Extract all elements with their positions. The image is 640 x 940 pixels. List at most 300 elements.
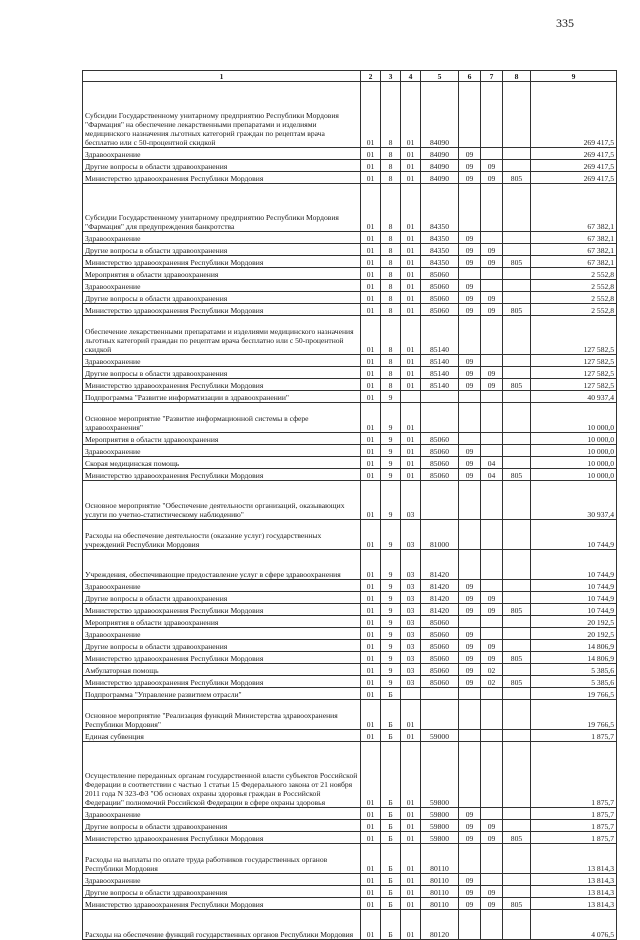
header-cell-3: 3 (381, 71, 401, 82)
row-code-cell: 09 (481, 604, 503, 616)
row-code-cell: 01 (361, 910, 381, 940)
row-name-cell: Здравоохранение (83, 148, 361, 160)
row-code-cell: 80110 (421, 844, 459, 874)
row-code-cell (503, 367, 531, 379)
row-code-cell: 59800 (421, 742, 459, 808)
row-code-cell: 01 (361, 355, 381, 367)
row-code-cell: 81000 (421, 520, 459, 550)
row-code-cell: 01 (401, 184, 421, 232)
page-number: 335 (556, 16, 574, 30)
row-code-cell: 01 (401, 700, 421, 730)
row-code-cell: 09 (481, 832, 503, 844)
row-code-cell: 01 (401, 886, 421, 898)
row-code-cell: 80110 (421, 874, 459, 886)
row-code-cell: 09 (481, 304, 503, 316)
row-code-cell: 01 (361, 232, 381, 244)
row-code-cell: 805 (503, 898, 531, 910)
row-amount-cell: 67 382,1 (531, 232, 617, 244)
row-code-cell: 09 (459, 160, 481, 172)
row-name-cell: Расходы на обеспечение функций государственных органов Республики Мордовия (83, 910, 361, 940)
row-name-cell: Подпрограмма "Развитие информатизации в здравоохранении" (83, 391, 361, 403)
row-code-cell: 09 (481, 160, 503, 172)
table-row (83, 688, 617, 700)
row-name-cell: Подпрограмма "Управление развитием отрасли" (83, 688, 361, 700)
row-code-cell: 9 (381, 457, 401, 469)
table-row (83, 628, 617, 640)
table-row (83, 316, 617, 355)
row-code-cell: 01 (361, 580, 381, 592)
row-amount-cell: 67 382,1 (531, 256, 617, 268)
row-code-cell: 09 (481, 886, 503, 898)
row-code-cell: 85060 (421, 664, 459, 676)
row-amount-cell: 10 744,9 (531, 520, 617, 550)
row-code-cell: 09 (459, 832, 481, 844)
row-code-cell: 01 (401, 730, 421, 742)
row-code-cell: 85060 (421, 433, 459, 445)
row-code-cell: 84090 (421, 82, 459, 148)
row-code-cell: 81420 (421, 592, 459, 604)
row-name-cell: Другие вопросы в области здравоохранения (83, 886, 361, 898)
row-code-cell: 04 (481, 469, 503, 481)
row-code-cell: 03 (401, 520, 421, 550)
row-amount-cell: 40 937,4 (531, 391, 617, 403)
row-code-cell: 09 (459, 367, 481, 379)
row-code-cell: 01 (401, 232, 421, 244)
row-code-cell: 9 (381, 616, 401, 628)
header-cell-7: 7 (481, 71, 503, 82)
row-code-cell: 80110 (421, 886, 459, 898)
row-name-cell: Министерство здравоохранения Республики Мордовия (83, 898, 361, 910)
row-code-cell (481, 520, 503, 550)
table-row (83, 172, 617, 184)
row-name-cell: Субсидии Государственному унитарному предприятию Республики Мордовия "Фармация" на обеспечение лекарственными препаратами и изделиями медицинского назначения льготных категорий граждан по рецептам врача бесплатно или с 50-процентной скидкой (83, 82, 361, 148)
row-amount-cell: 1 875,7 (531, 808, 617, 820)
row-name-cell: Здравоохранение (83, 232, 361, 244)
row-code-cell: 01 (401, 292, 421, 304)
row-code-cell: 03 (401, 580, 421, 592)
row-amount-cell: 1 875,7 (531, 742, 617, 808)
row-code-cell (503, 280, 531, 292)
row-code-cell: 9 (381, 403, 401, 433)
table-row (83, 367, 617, 379)
row-code-cell: 01 (361, 700, 381, 730)
row-code-cell: 805 (503, 652, 531, 664)
row-code-cell: 85060 (421, 304, 459, 316)
row-code-cell: 85060 (421, 628, 459, 640)
row-amount-cell: 1 875,7 (531, 820, 617, 832)
row-name-cell: Другие вопросы в области здравоохранения (83, 592, 361, 604)
row-code-cell: 85060 (421, 292, 459, 304)
budget-table (82, 70, 617, 940)
table-row (83, 379, 617, 391)
row-code-cell (481, 580, 503, 592)
row-name-cell: Другие вопросы в области здравоохранения (83, 244, 361, 256)
row-code-cell: 85140 (421, 355, 459, 367)
row-name-cell: Обеспечение лекарственными препаратами и изделиями медицинского назначения льготных категорий граждан по рецептам врача бесплатно или с 50-процентной скидкой (83, 316, 361, 355)
row-code-cell: 01 (361, 640, 381, 652)
row-code-cell: 9 (381, 469, 401, 481)
row-name-cell: Осуществление переданных органам государственной власти субъектов Российской Федерации в соответствии с частью 1 статьи 15 Федерального закона от 21 ноября 2011 года N 323-ФЗ "Об основах охраны здоровья граждан в Российской Федерации" полномочий Российской Федерации в сфере охраны здоровья (83, 742, 361, 808)
table-row (83, 184, 617, 232)
row-code-cell: 8 (381, 160, 401, 172)
row-code-cell: 01 (361, 367, 381, 379)
row-code-cell: 09 (481, 898, 503, 910)
row-code-cell: 03 (401, 616, 421, 628)
row-code-cell: 8 (381, 379, 401, 391)
row-code-cell (503, 874, 531, 886)
row-code-cell: 01 (361, 604, 381, 616)
row-code-cell: 03 (401, 676, 421, 688)
row-name-cell: Министерство здравоохранения Республики Мордовия (83, 469, 361, 481)
row-code-cell (503, 700, 531, 730)
row-code-cell: 09 (481, 256, 503, 268)
row-code-cell: 9 (381, 664, 401, 676)
row-code-cell: 09 (459, 280, 481, 292)
row-amount-cell: 67 382,1 (531, 244, 617, 256)
row-code-cell: 85060 (421, 652, 459, 664)
row-code-cell: 09 (459, 256, 481, 268)
table-row (83, 742, 617, 808)
row-code-cell: 01 (361, 256, 381, 268)
row-amount-cell: 269 417,5 (531, 172, 617, 184)
row-code-cell: 01 (361, 445, 381, 457)
row-code-cell: 09 (459, 232, 481, 244)
row-code-cell: Б (381, 874, 401, 886)
row-code-cell: 805 (503, 676, 531, 688)
row-code-cell: 09 (481, 640, 503, 652)
row-code-cell (503, 403, 531, 433)
row-code-cell: 09 (459, 886, 481, 898)
row-amount-cell: 30 937,4 (531, 481, 617, 520)
row-code-cell: 01 (361, 676, 381, 688)
row-code-cell: 01 (361, 820, 381, 832)
row-code-cell: 09 (459, 172, 481, 184)
table-row (83, 433, 617, 445)
row-code-cell: 03 (401, 550, 421, 580)
row-code-cell: 84090 (421, 160, 459, 172)
row-code-cell: 59800 (421, 808, 459, 820)
row-code-cell: 01 (361, 874, 381, 886)
row-code-cell: 85140 (421, 367, 459, 379)
row-amount-cell: 10 744,9 (531, 592, 617, 604)
row-code-cell (503, 550, 531, 580)
table-row (83, 844, 617, 874)
table-row (83, 304, 617, 316)
row-code-cell: 09 (459, 628, 481, 640)
row-amount-cell: 13 814,3 (531, 844, 617, 874)
row-amount-cell: 20 192,5 (531, 616, 617, 628)
row-name-cell: Скорая медицинская помощь (83, 457, 361, 469)
table-row (83, 730, 617, 742)
row-code-cell (503, 616, 531, 628)
table-row (83, 592, 617, 604)
row-code-cell: Б (381, 730, 401, 742)
table-row (83, 520, 617, 550)
row-code-cell: 09 (459, 898, 481, 910)
row-code-cell (503, 820, 531, 832)
row-name-cell: Министерство здравоохранения Республики Мордовия (83, 172, 361, 184)
table-row (83, 355, 617, 367)
row-amount-cell: 10 000,0 (531, 457, 617, 469)
row-name-cell: Министерство здравоохранения Республики Мордовия (83, 379, 361, 391)
row-code-cell: 85060 (421, 445, 459, 457)
row-code-cell: 01 (361, 292, 381, 304)
row-amount-cell: 13 814,3 (531, 874, 617, 886)
row-code-cell: 85060 (421, 457, 459, 469)
row-code-cell: 09 (481, 292, 503, 304)
row-code-cell: 01 (401, 160, 421, 172)
row-code-cell: 8 (381, 232, 401, 244)
row-code-cell: 01 (361, 316, 381, 355)
row-code-cell: Б (381, 844, 401, 874)
table-row (83, 640, 617, 652)
row-code-cell: 09 (459, 292, 481, 304)
row-amount-cell: 269 417,5 (531, 82, 617, 148)
row-code-cell: 01 (401, 910, 421, 940)
row-amount-cell: 10 000,0 (531, 433, 617, 445)
row-code-cell: 09 (459, 820, 481, 832)
row-code-cell: 85060 (421, 268, 459, 280)
row-code-cell: 84090 (421, 172, 459, 184)
row-code-cell: 03 (401, 664, 421, 676)
row-code-cell (459, 268, 481, 280)
row-name-cell: Расходы на обеспечение деятельности (оказание услуг) государственных учреждений Республики Мордовия (83, 520, 361, 550)
row-code-cell: 01 (361, 391, 381, 403)
row-code-cell: 85060 (421, 676, 459, 688)
row-code-cell: 01 (361, 172, 381, 184)
row-code-cell: 01 (401, 316, 421, 355)
row-code-cell: 09 (459, 304, 481, 316)
row-code-cell (481, 82, 503, 148)
row-code-cell: 09 (481, 244, 503, 256)
row-name-cell: Основное мероприятие "Обеспечение деятельности организаций, оказывающих услуги по учетно-статистическому наблюдению" (83, 481, 361, 520)
row-code-cell: 9 (381, 604, 401, 616)
row-name-cell: Здравоохранение (83, 355, 361, 367)
row-code-cell: 01 (361, 832, 381, 844)
row-name-cell: Мероприятия в области здравоохранения (83, 433, 361, 445)
row-code-cell: 03 (401, 604, 421, 616)
row-code-cell: 8 (381, 292, 401, 304)
row-name-cell: Другие вопросы в области здравоохранения (83, 292, 361, 304)
row-name-cell: Амбулаторная помощь (83, 664, 361, 676)
row-code-cell: 04 (481, 457, 503, 469)
row-code-cell: 01 (401, 820, 421, 832)
row-name-cell: Министерство здравоохранения Республики Мордовия (83, 304, 361, 316)
table-row (83, 256, 617, 268)
row-code-cell: 01 (361, 457, 381, 469)
table-row (83, 604, 617, 616)
row-amount-cell: 14 806,9 (531, 640, 617, 652)
row-code-cell (481, 148, 503, 160)
table-row (83, 160, 617, 172)
row-amount-cell: 14 806,9 (531, 652, 617, 664)
table-row (83, 874, 617, 886)
row-code-cell: 01 (401, 808, 421, 820)
row-code-cell: 01 (401, 844, 421, 874)
row-code-cell: 8 (381, 148, 401, 160)
row-code-cell (459, 742, 481, 808)
row-code-cell (459, 481, 481, 520)
row-code-cell: 01 (361, 433, 381, 445)
row-code-cell: 01 (401, 280, 421, 292)
row-code-cell: 01 (401, 379, 421, 391)
row-amount-cell: 127 582,5 (531, 355, 617, 367)
row-code-cell: 01 (361, 304, 381, 316)
row-code-cell (503, 445, 531, 457)
row-code-cell: 01 (401, 355, 421, 367)
row-code-cell: 01 (401, 403, 421, 433)
row-code-cell (503, 730, 531, 742)
row-amount-cell: 127 582,5 (531, 367, 617, 379)
row-name-cell: Единая субвенция (83, 730, 361, 742)
row-code-cell: 01 (401, 148, 421, 160)
row-code-cell: Б (381, 700, 401, 730)
table-row (83, 232, 617, 244)
row-code-cell: 01 (361, 550, 381, 580)
row-code-cell: Б (381, 910, 401, 940)
row-code-cell: 80110 (421, 898, 459, 910)
row-code-cell: 805 (503, 604, 531, 616)
row-name-cell: Другие вопросы в области здравоохранения (83, 160, 361, 172)
row-code-cell: Б (381, 820, 401, 832)
row-code-cell: 01 (401, 469, 421, 481)
row-name-cell: Здравоохранение (83, 445, 361, 457)
row-amount-cell: 10 000,0 (531, 403, 617, 433)
row-code-cell: 01 (401, 457, 421, 469)
row-code-cell (459, 184, 481, 232)
row-name-cell: Другие вопросы в области здравоохранения (83, 367, 361, 379)
row-code-cell: 01 (361, 82, 381, 148)
row-code-cell (503, 886, 531, 898)
row-code-cell: 8 (381, 256, 401, 268)
row-code-cell (481, 910, 503, 940)
row-code-cell (401, 688, 421, 700)
header-cell-4: 4 (401, 71, 421, 82)
row-code-cell: 84090 (421, 148, 459, 160)
row-code-cell: 09 (481, 172, 503, 184)
row-code-cell: 8 (381, 280, 401, 292)
row-amount-cell: 2 552,8 (531, 292, 617, 304)
row-code-cell: 01 (401, 244, 421, 256)
row-code-cell: 01 (401, 433, 421, 445)
row-code-cell (503, 148, 531, 160)
row-name-cell: Основное мероприятие "Развитие информационной системы в сфере здравоохранения" (83, 403, 361, 433)
table-row (83, 832, 617, 844)
row-name-cell: Расходы на выплаты по оплате труда работников государственных органов Республики Мордовия (83, 844, 361, 874)
row-code-cell: Б (381, 808, 401, 820)
row-code-cell: 59800 (421, 832, 459, 844)
row-code-cell (421, 403, 459, 433)
row-code-cell: 01 (361, 481, 381, 520)
row-code-cell: 9 (381, 652, 401, 664)
row-code-cell: 81420 (421, 604, 459, 616)
row-code-cell (503, 664, 531, 676)
header-cell-1: 1 (83, 71, 361, 82)
table-row (83, 457, 617, 469)
row-code-cell: 02 (481, 676, 503, 688)
row-code-cell: 09 (459, 604, 481, 616)
row-code-cell: 09 (459, 379, 481, 391)
row-code-cell (481, 433, 503, 445)
row-code-cell: 01 (361, 886, 381, 898)
row-amount-cell: 2 552,8 (531, 268, 617, 280)
row-code-cell: 805 (503, 469, 531, 481)
row-code-cell (503, 580, 531, 592)
row-code-cell: 09 (481, 820, 503, 832)
row-code-cell (503, 391, 531, 403)
row-code-cell: 01 (401, 832, 421, 844)
row-code-cell: 09 (459, 148, 481, 160)
header-cell-9: 9 (531, 71, 617, 82)
row-name-cell: Здравоохранение (83, 580, 361, 592)
table-row (83, 268, 617, 280)
row-code-cell: 9 (381, 640, 401, 652)
table-row (83, 652, 617, 664)
row-name-cell: Министерство здравоохранения Республики Мордовия (83, 832, 361, 844)
row-code-cell (481, 628, 503, 640)
row-name-cell: Другие вопросы в области здравоохранения (83, 820, 361, 832)
row-code-cell: 09 (459, 874, 481, 886)
row-code-cell (459, 520, 481, 550)
row-code-cell (401, 391, 421, 403)
row-amount-cell: 19 766,5 (531, 700, 617, 730)
table-row (83, 82, 617, 148)
row-code-cell (503, 184, 531, 232)
table-row (83, 886, 617, 898)
row-amount-cell: 5 385,6 (531, 664, 617, 676)
row-code-cell: 09 (459, 457, 481, 469)
row-code-cell: 8 (381, 355, 401, 367)
row-code-cell: 01 (401, 304, 421, 316)
row-code-cell (481, 688, 503, 700)
row-amount-cell: 20 192,5 (531, 628, 617, 640)
row-code-cell: 01 (361, 592, 381, 604)
row-code-cell: 59000 (421, 730, 459, 742)
row-code-cell: 81420 (421, 580, 459, 592)
row-code-cell (503, 244, 531, 256)
row-code-cell (503, 808, 531, 820)
row-code-cell: 01 (401, 367, 421, 379)
row-amount-cell: 1 875,7 (531, 730, 617, 742)
row-code-cell: 01 (361, 244, 381, 256)
row-code-cell: 01 (361, 379, 381, 391)
row-code-cell (481, 808, 503, 820)
row-code-cell: 84350 (421, 184, 459, 232)
row-name-cell: Мероприятия в области здравоохранения (83, 268, 361, 280)
row-code-cell (503, 688, 531, 700)
row-code-cell (481, 874, 503, 886)
row-code-cell: 09 (459, 808, 481, 820)
row-code-cell: 01 (361, 616, 381, 628)
row-code-cell: 9 (381, 550, 401, 580)
table-row (83, 445, 617, 457)
row-code-cell (421, 700, 459, 730)
table-row (83, 616, 617, 628)
row-amount-cell: 5 385,6 (531, 676, 617, 688)
row-code-cell: 805 (503, 172, 531, 184)
header-cell-5: 5 (421, 71, 459, 82)
row-code-cell: 805 (503, 832, 531, 844)
row-code-cell (503, 844, 531, 874)
row-code-cell (481, 730, 503, 742)
row-code-cell: 805 (503, 304, 531, 316)
table-header-row (83, 71, 617, 82)
row-code-cell: 805 (503, 379, 531, 391)
table-row (83, 580, 617, 592)
row-name-cell: Мероприятия в области здравоохранения (83, 616, 361, 628)
table-row (83, 664, 617, 676)
row-code-cell (481, 403, 503, 433)
